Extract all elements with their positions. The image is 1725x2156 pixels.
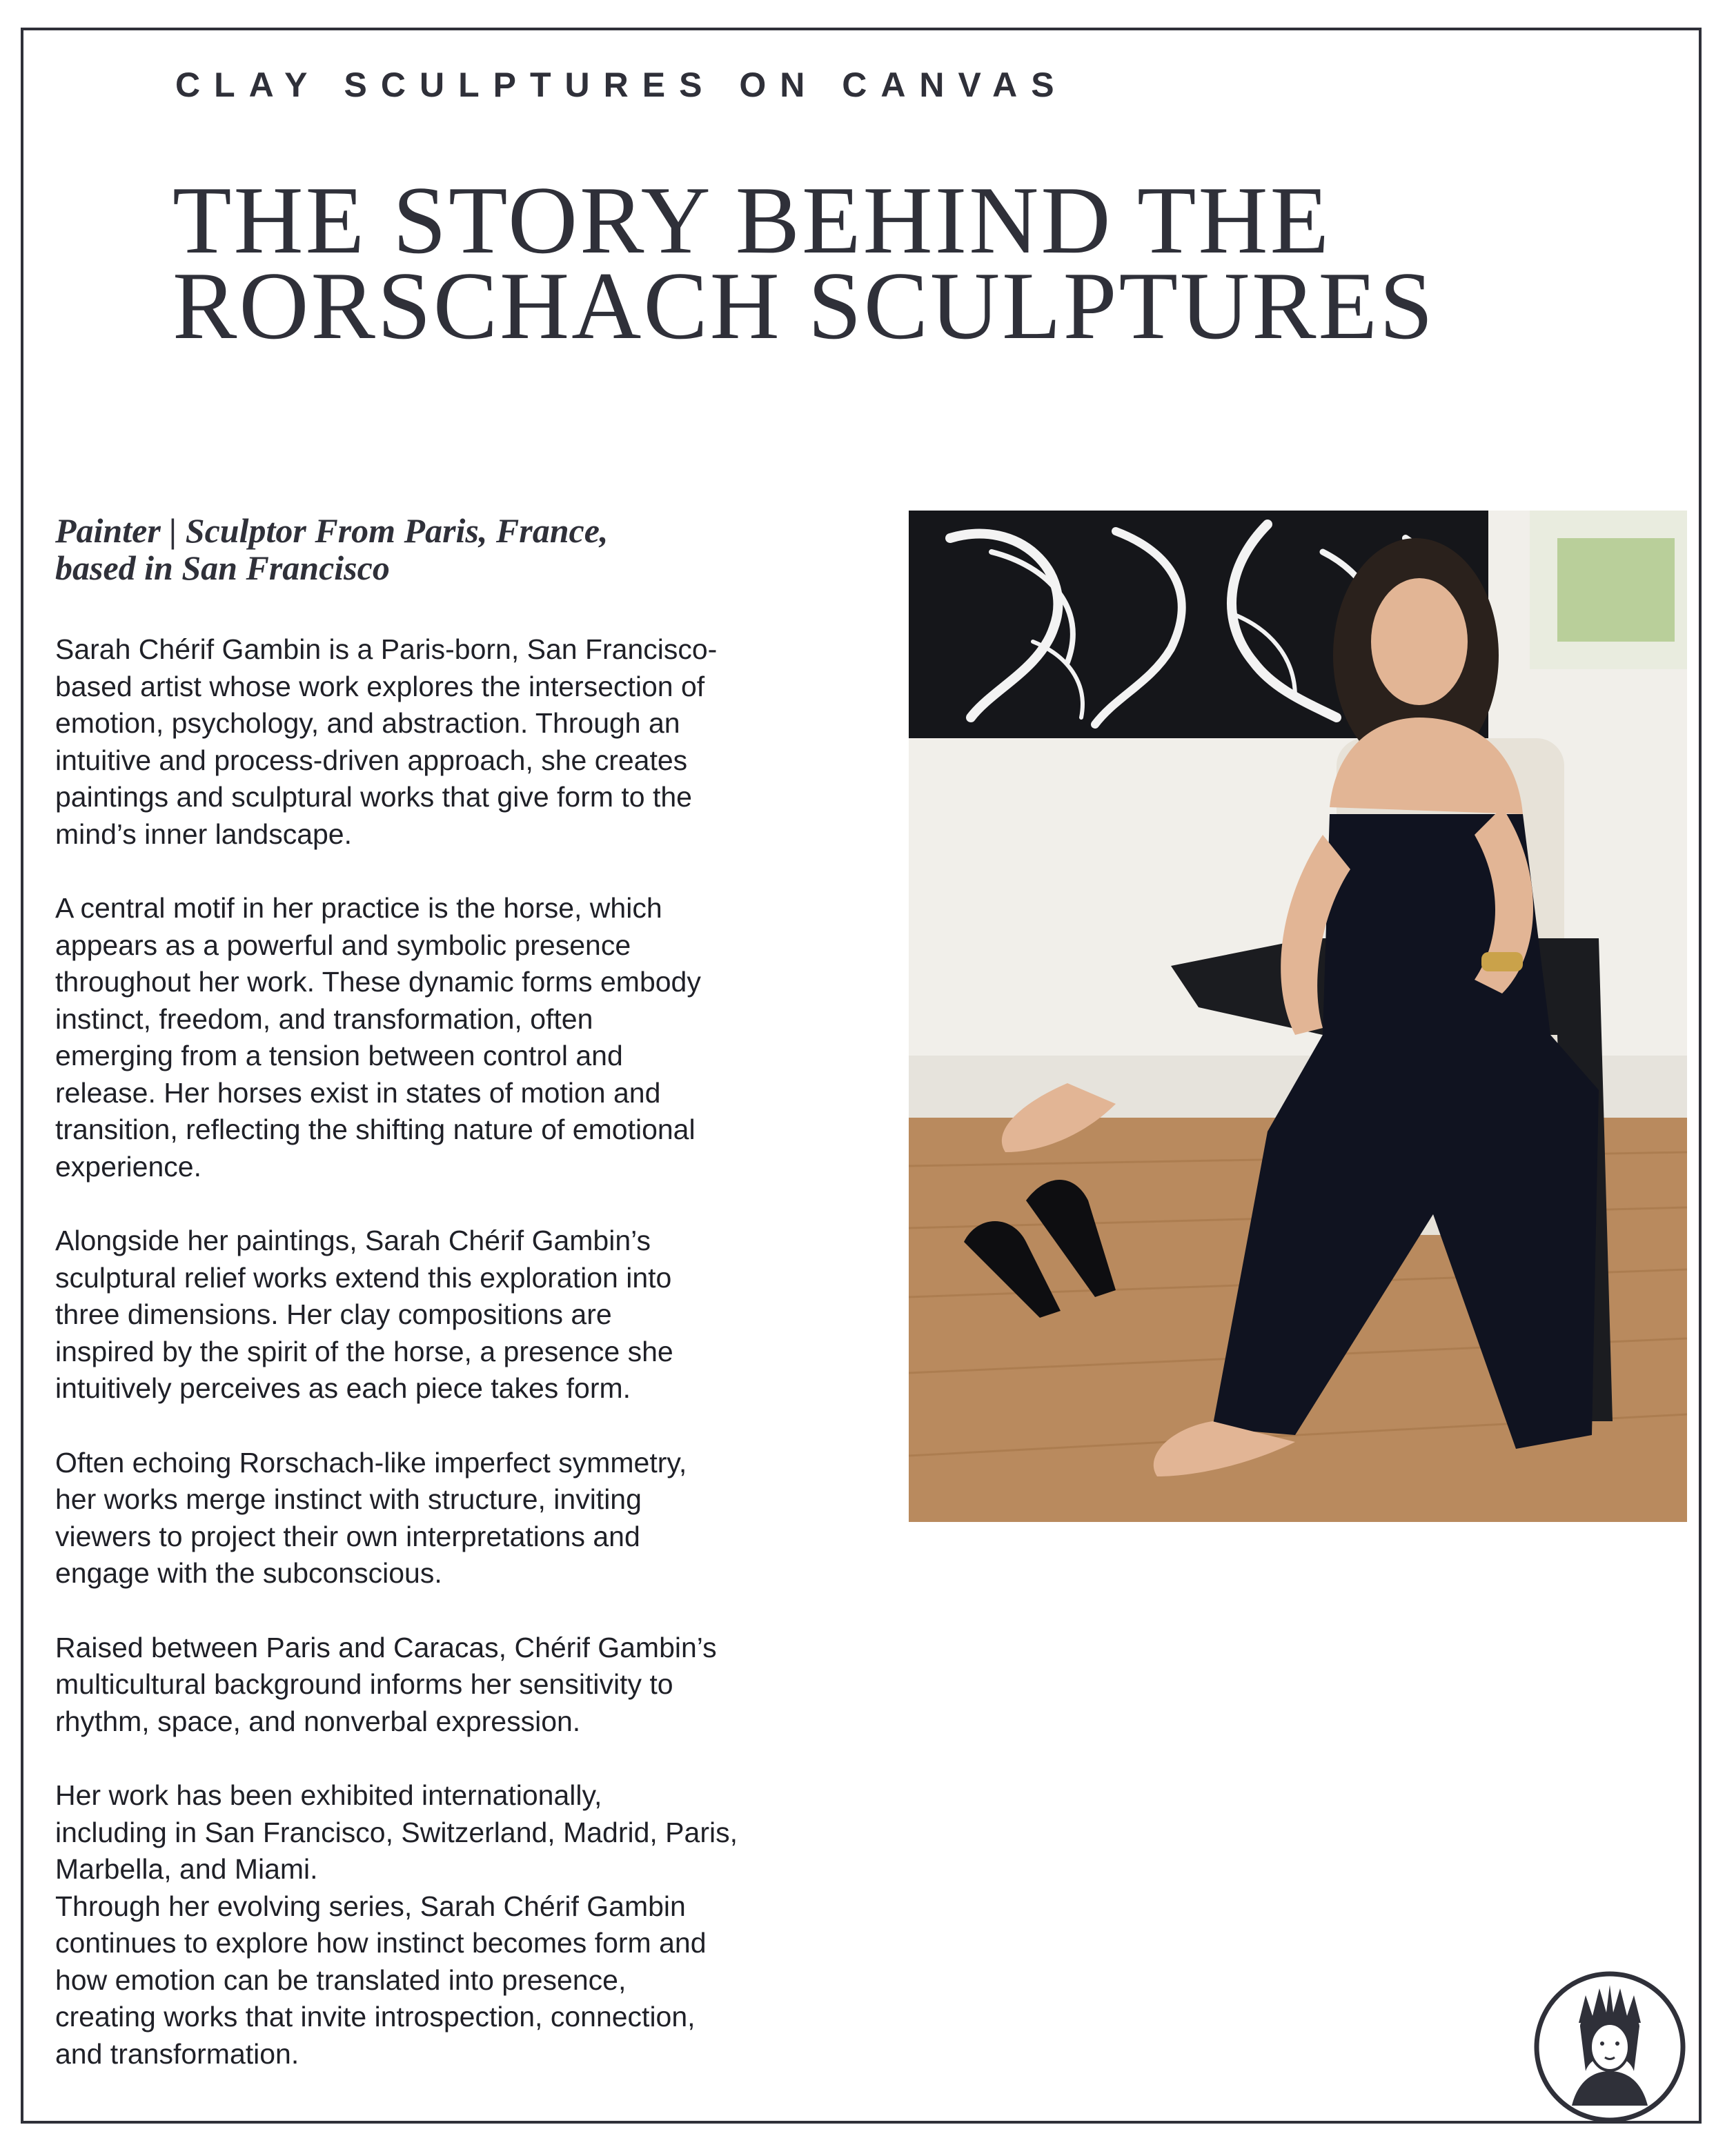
artist-subtitle (55, 512, 883, 586)
bio-line: appears as a powerful and symbolic presence (55, 929, 631, 961)
bio-line: emerging from a tension between control and (55, 1040, 623, 1071)
bio-line: viewers to project their own interpretations and (55, 1520, 640, 1552)
bio-line: emotion, psychology, and abstraction. Through an (55, 707, 680, 739)
bio-paragraph (55, 1445, 894, 1592)
face (1371, 578, 1468, 705)
bio-line: instinct, freedom, and transformation, often (55, 1002, 593, 1035)
page-title (172, 167, 1656, 359)
gold-cuff (1481, 952, 1523, 971)
artist-photo (909, 511, 1687, 1522)
artist-photo-illustration (909, 511, 1687, 1522)
section-kicker: CLAY SCULPTURES ON CANVAS (175, 66, 1068, 104)
bio-line: intuitively perceives as each piece takes form. (55, 1372, 631, 1404)
bio-line: paintings and sculptural works that give form to the (55, 781, 692, 813)
bio-line: Alongside her paintings, Sarah Chérif Gambin’s (55, 1225, 651, 1256)
window-foliage (1557, 538, 1675, 642)
bio-line: continues to explore how instinct becomes form and (55, 1927, 707, 1959)
bio-line: Marbella, and Miami. (55, 1853, 318, 1885)
bio-line: multicultural background informs her sensitivity to (55, 1668, 673, 1700)
bio-line: throughout her work. These dynamic forms embody (55, 966, 701, 998)
bio-line: engage with the subconscious. (55, 1557, 442, 1589)
bio-paragraph (55, 1888, 894, 2073)
subtitle-line: based in San Francisco (55, 548, 390, 587)
bio-line: mind’s inner landscape. (55, 818, 352, 850)
emblem-logo (1530, 1968, 1689, 2126)
bio-line: three dimensions. Her clay compositions are (55, 1298, 612, 1330)
subtitle-line: Painter | Sculptor From Paris, France, (55, 511, 609, 550)
bio-line: Her work has been exhibited internationally, (55, 1779, 602, 1811)
bio-line: how emotion can be translated into presence, (55, 1964, 627, 1996)
title-line: THE STORY BEHIND THE (172, 167, 1332, 274)
bio-line: release. Her horses exist in states of motion and (55, 1076, 661, 1109)
bio-line: transition, reflecting the shifting nature of emotional (55, 1114, 696, 1145)
bio-line: her works merge instinct with structure, inviting (55, 1483, 642, 1515)
bio-line: sculptural relief works extend this exploration into (55, 1261, 672, 1294)
bio-paragraph (55, 1223, 894, 1407)
bio-line: including in San Francisco, Switzerland, Madrid, Paris, (55, 1816, 738, 1848)
bio-line: Through her evolving series, Sarah Chérif Gambin (55, 1890, 686, 1922)
title-line: RORSCHACH SCULPTURES (172, 253, 1435, 359)
bio-paragraph (55, 1777, 894, 1888)
emblem-figure (1572, 1985, 1648, 2106)
bio-paragraph (55, 1630, 894, 1741)
bio-line: Often echoing Rorschach-like imperfect symmetry, (55, 1446, 687, 1478)
bio-line: experience. (55, 1150, 201, 1183)
artist-bio (55, 631, 894, 2110)
bio-line: intuitive and process-driven approach, she creates (55, 744, 688, 776)
bio-line: and transformation. (55, 2037, 299, 2070)
bio-line: creating works that invite introspection, connection, (55, 2001, 696, 2033)
bio-line: Raised between Paris and Caracas, Chérif Gambin’s (55, 1631, 717, 1663)
bio-line: A central motif in her practice is the horse, which (55, 892, 662, 924)
bio-line: rhythm, space, and nonverbal expression. (55, 1705, 581, 1737)
bio-line: inspired by the spirit of the horse, a presence she (55, 1335, 673, 1367)
bio-paragraph (55, 890, 894, 1185)
bio-line: based artist whose work explores the intersection of (55, 670, 705, 702)
bio-line: Sarah Chérif Gambin is a Paris-born, San Francisco- (55, 633, 718, 665)
bio-paragraph (55, 631, 894, 853)
